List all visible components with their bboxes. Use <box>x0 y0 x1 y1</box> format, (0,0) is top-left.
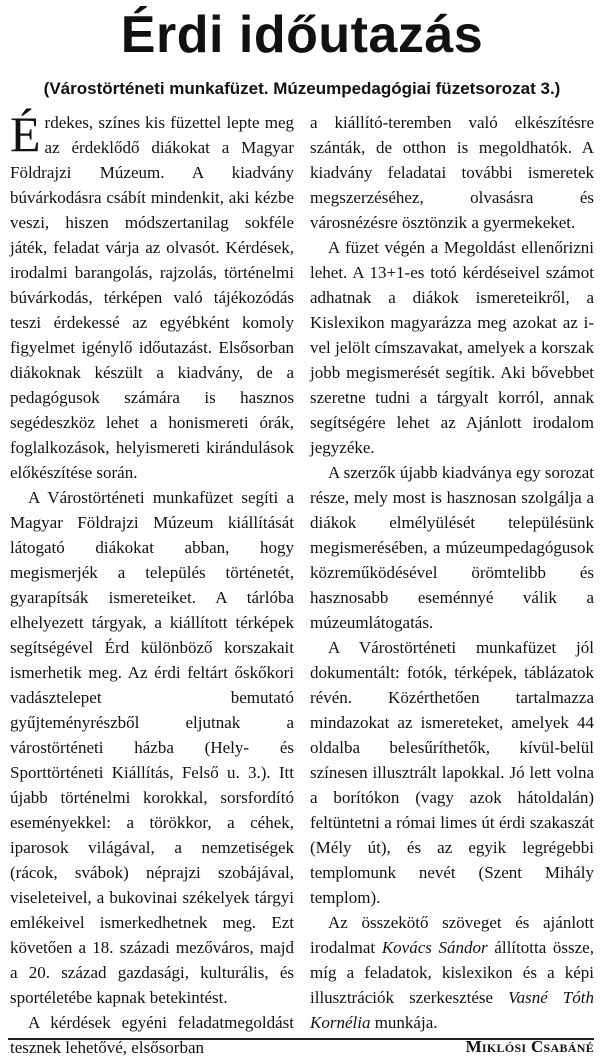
paragraph-7 <box>310 910 594 1035</box>
left-column <box>10 106 294 1057</box>
paragraph-5: A szerzők újabb kiadványa egy sorozat része, mely most is hasznosan szolgálja a diákok elmélyülését településünk megismerésében, a múzeumpedagógusok közreműködésével örömtelibb és hasznosabb eseménnyé válik a múzeumlátogatás. <box>310 463 594 632</box>
bottom-rule <box>8 1038 594 1040</box>
paragraph-6: A Várostörténeti munkafüzet jól dokumentált: fotók, térképek, táblázatok révén. Közérthetően tartalmazza mindazokat az ismereteket, amelyek 44 oldalba belesűríthetők, kívül-belül színesen illusztrált lapokkal. Jó lett volna a borítókon (vagy azok hátoldalán) feltüntetni a római limes út érdi szakaszát (Mély út), és az egyik legrégebbi templomunk nevét (Szent Mihály templom). <box>310 638 594 907</box>
article-subtitle: (Várostörténeti munkafüzet. Múzeumpedagógiai füzetsorozat 3.) <box>43 79 561 98</box>
article-title: Érdi időutazás <box>120 6 484 64</box>
paragraph-7-part-a: Az összekötő szöveget és ajánlott irodalmat <box>310 913 594 957</box>
author-name-2: Vasné Tóth Kornélia <box>310 988 594 1032</box>
paragraph-1 <box>10 106 294 485</box>
drop-cap: É <box>10 106 41 162</box>
right-column <box>310 110 594 1056</box>
author-name-1: Kovács Sándor <box>381 938 488 957</box>
paragraph-1-text: rdekes, színes kis füzettel lepte meg az érdeklődő diákokat a Magyar Földrajzi Múzeum. A kiadvány búvárkodásra csábít mindenkit, aki kézbe veszi, hiszen módszertanilag sokféle játék, feladat várja az olvasót. Kérdések, irodalmi barangolás, rajzolás, történelmi búvárkodás, térképen való tájékozódás teszi érdekessé az egyébként komoly figyelmet igénylő időutazást. Elsősorban diákoknak készült a kiadvány, de a pedagógusok számára is hasznos segédeszköz lehet a honismereti órák, foglalkozások, helyismereti kirándulások előkészítése során. <box>10 113 294 482</box>
paragraph-2: A Várostörténeti munkafüzet segíti a Magyar Földrajzi Múzeum kiállítását látogató diákokat abban, hogy megismerjék a település történetét, gyarapítsák ismereteiket. A tárlóba elhelyezett tárgyak, a kiállított térképek segítségével Érd különböző korszakait ismerhetik meg. Az érdi feltárt őskőkori vadásztelepet bemutató gyűjteményrészből eljutnak a várostörténeti házba (Hely- és Sporttörténeti Kiállítás, Felső u. 3.). Itt újabb történelmi korokkal, sorsfordító eseményekkel: a törökkor, a céhek, iparosok világával, a nemzetiségek (rácok, svábok) néprajzi szobájával, viseleteivel, a bukovinai székelyek tárgyi emlékeivel ismerkedhetnek meg. Ezt követően a 18. századi mezőváros, majd a 20. század gazdasági, kulturális, és sportéletébe kapnak betekintést. <box>10 488 294 1007</box>
article-columns <box>10 106 594 1057</box>
paragraph-4: A füzet végén a Megoldást ellenőrizni lehet. A 13+1-es totó kérdéseivel számot adhatnak a diákok ismereteikről, a Kislexikon magyarázza meg azokat az i-vel jelölt címszavakat, amelyek a korszak jobb megismerését segítik. Aki bővebbet szeretne tudni a tárgyalt korról, annak segítségére lehet az Ajánlott irodalom jegyzéke. <box>310 238 594 457</box>
paragraph-7-part-b: állította össze, míg a feladatok, kislexikon és a képi illusztrációk szerkesztése <box>310 938 594 1007</box>
paragraph-7-part-c: munkája. <box>370 1013 438 1032</box>
article-author: Miklósi Csabáné <box>465 1037 594 1056</box>
paragraph-3-continued: a kiállító-teremben való elkészítésre szánták, de otthon is megoldhatók. A kiadvány feladatai további ismeretek megszerzéséhez, olvasásra és városnézésre ösztönzik a gyermekeket. <box>310 113 594 232</box>
paragraph-3: A kérdések egyéni feladatmegoldást tesznek lehetővé, elsősorban <box>10 1013 294 1057</box>
